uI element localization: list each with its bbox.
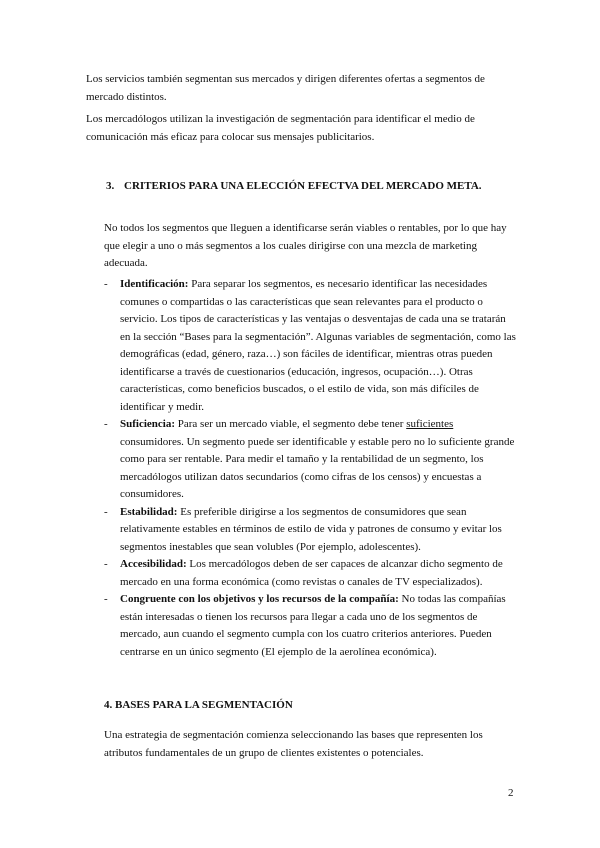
intro-paragraph-2: Los mercadólogos utilizan la investigación de segmentación para identificar el medio de comunicación más eficaz para colocar sus mensajes publicitarios. [86, 113, 475, 143]
list-item [104, 276, 518, 416]
criterion-term: Congruente con los objetivos y los recursos de la compañía: [120, 593, 399, 605]
list-item [104, 556, 518, 591]
section-4-intro: Una estrategia de segmentación comienza seleccionando las bases que representen los atributos fundamentales de un grupo de clientes existentes o potenciales. [104, 729, 483, 759]
bullet-dash: - [104, 593, 108, 605]
criterion-text: Es preferible dirigirse a los segmentos de consumidores que sean relativamente estables en términos de estilo de vida y patrones de consumo y evitar los segmentos inestables que sean volubles (Por ejemplo, adolescentes). [120, 505, 502, 553]
bullet-dash: - [104, 558, 108, 570]
criterion-term: Estabilidad: [120, 505, 178, 518]
criterion-text: Los mercadólogos deben de ser capaces de alcanzar dicho segmento de mercado en una forma económica (como revistas o canales de TV especializados). [120, 558, 503, 588]
list-item [104, 416, 518, 504]
criterion-text: Para ser un mercado viable, el segmento debe tener [175, 418, 407, 430]
criterion-text: consumidores. Un segmento puede ser identificable y estable pero no lo suficiente grande como para ser rentable. Para medir el tamaño y la rentabilidad de un segmento, los mercadólogos utilizan datos secundarios (como cifras de los censos) y encuestas a consumidores. [120, 435, 515, 500]
section-4-heading [104, 697, 524, 715]
section-3-number: 3. [106, 180, 115, 192]
criterion-term: Identificación: [120, 278, 189, 290]
criterion-term: Suficiencia: [120, 418, 175, 430]
bullet-dash: - [104, 505, 108, 518]
intro-paragraph-1: Los servicios también segmentan sus mercados y dirigen diferentes ofertas a segmentos de mercado distintos. [86, 73, 485, 103]
criterion-text: No todas las compañías están interesadas o tienen los recursos para llegar a cada uno de los segmentos de mercado, aun cuando el segmento cumpla con los cuatro criterios anteriores. Pueden centrarse en un único segmento (El ejemplo de la aerolínea económica). [120, 593, 506, 658]
section-4-title: BASES PARA LA SEGMENTACIÓN [115, 699, 293, 711]
bullet-dash: - [104, 278, 108, 290]
criterion-text: Para separar los segmentos, es necesario identificar las necesidades comunes o compartidas o las características que sean relevantes para el producto o servicio. Los tipos de características y las ventajas o desventajas de cada una se tratarán en la sección “Bases para la segmentación”. Algunas variables de segmentación, como las demográficas (edad, género, raza…) son fáciles de identificar, mientras otras pueden identificarse a través de cuestionarios (educación, ingresos, ocupación…). Otras características, como beneficios buscados, o el estilo de vida, son más difíciles de identificar y medir. [120, 278, 516, 413]
underlined-word: suficientes [406, 418, 454, 430]
section-4-number: 4. [104, 699, 113, 711]
section-3-intro: No todos los segmentos que lleguen a identificarse serán viables o rentables, por lo que hay que elegir a uno o más segmentos a los cuales dirigirse con una mezcla de marketing adecuada. [104, 222, 507, 269]
list-item [104, 504, 518, 557]
list-item [104, 591, 518, 661]
criterion-term: Accesibilidad: [120, 558, 187, 570]
section-3-title: CRITERIOS PARA UNA ELECCIÓN EFECTVA DEL MERCADO META. [124, 180, 482, 192]
section-3-heading [106, 178, 526, 196]
bullet-dash: - [104, 418, 108, 430]
criteria-list [104, 276, 518, 661]
page-number: 2 [508, 787, 514, 799]
